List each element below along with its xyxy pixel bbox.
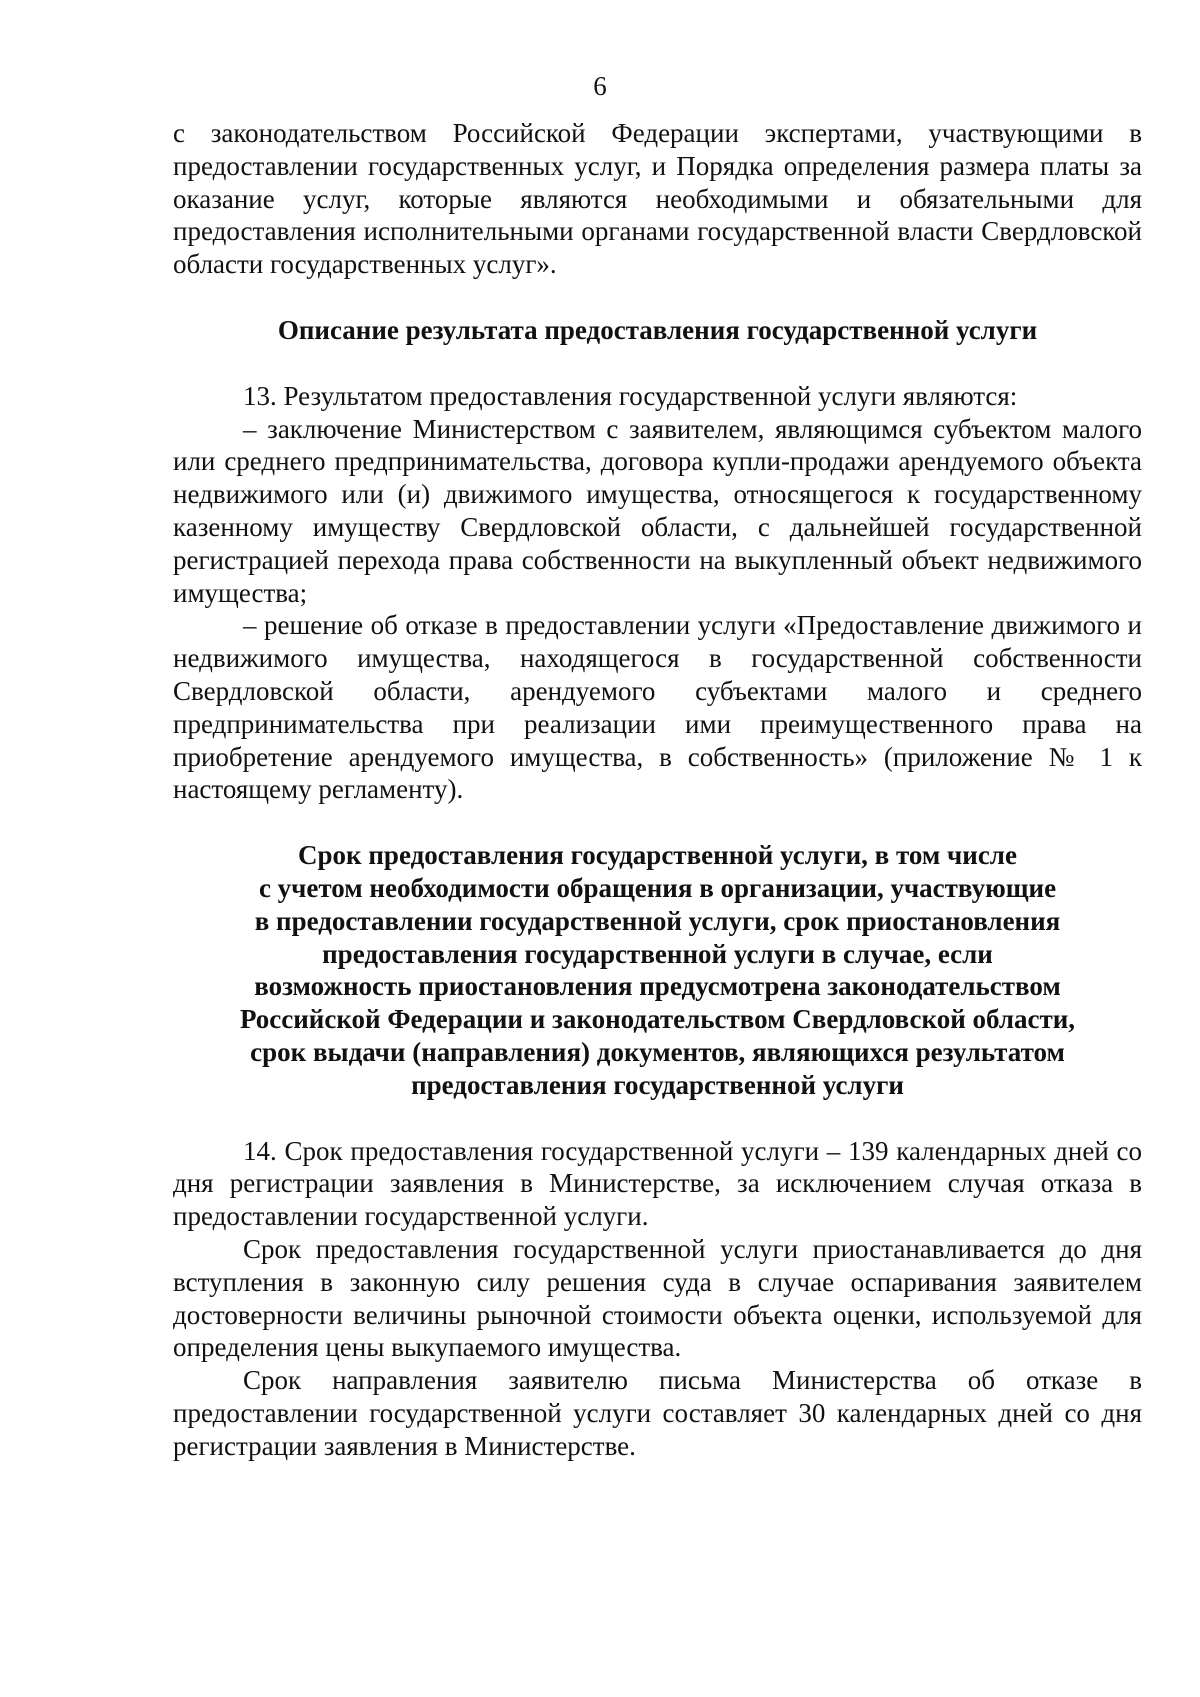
heading-line: возможность приостановления предусмотрена законодательством (254, 971, 1061, 1002)
list-item-refusal: – решение об отказе в предоставлении услуги «Предоставление движимого и недвижимого имущества, находящегося в государственной собственности Свердловской области, арендуемого субъектами малого и среднего предпринимательства при реализации ими преимущественного права на приобретение арендуемого имущества, в собственность» (приложение № 1 к настоящему регламенту). (173, 610, 1142, 805)
heading-line: в предоставлении государственной услуги, срок приостановления (254, 905, 1061, 936)
heading-line: Срок предоставления государственной услуги, в том числе (298, 840, 1017, 871)
section-heading-term (173, 839, 1142, 1101)
heading-line: с учетом необходимости обращения в организации, участвующие (258, 872, 1057, 903)
heading-line: предоставления государственной услуги в случае, если (322, 938, 993, 969)
paragraph-14: 14. Срок предоставления государственной услуги – 139 календарных дней со дня регистрации заявления в Министерстве, за исключением случая отказа в предоставлении государственной услуги. (173, 1135, 1142, 1232)
paragraph-13: 13. Результатом предоставления государственной услуги являются: (243, 380, 1018, 411)
heading-line: срок выдачи (направления) документов, являющихся результатом (250, 1036, 1065, 1067)
page-number: 6 (593, 71, 607, 101)
paragraph-refusal-term: Срок направления заявителю письма Министерства об отказе в предоставлении государственной услуги составляет 30 календарных дней со дня регистрации заявления в Министерстве. (173, 1365, 1142, 1461)
document-body (173, 117, 1142, 1462)
heading-line: Российской Федерации и законодательством Свердловской области, (239, 1004, 1076, 1035)
heading-line: предоставления государственной услуги (411, 1069, 904, 1100)
intro-paragraph: с законодательством Российской Федерации экспертами, участвующими в предоставлении государственных услуг, и Порядка определения размера платы за оказание услуг, которые являются необходимыми и обязательными для предоставления исполнительными органами государственной власти Свердловской области государственных услуг». (173, 118, 1142, 280)
paragraph-suspension: Срок предоставления государственной услуги приостанавливается до дня вступления в законную силу решения суда в случае оспаривания заявителем достоверности величины рыночной стоимости объекта оценки, используемой для определения цены выкупаемого имущества. (173, 1233, 1142, 1363)
list-item-contract: – заключение Министерством с заявителем, являющимся субъектом малого или среднего предпринимательства, договора купли-продажи арендуемого объекта недвижимого или (и) движимого имущества, относящегося к государственному казенному имуществу Свердловской области, с дальнейшей государственной регистрацией перехода права собственности на выкупленный объект недвижимого имущества; (173, 413, 1142, 608)
section-heading-result: Описание результата предоставления государственной услуги (277, 314, 1038, 345)
